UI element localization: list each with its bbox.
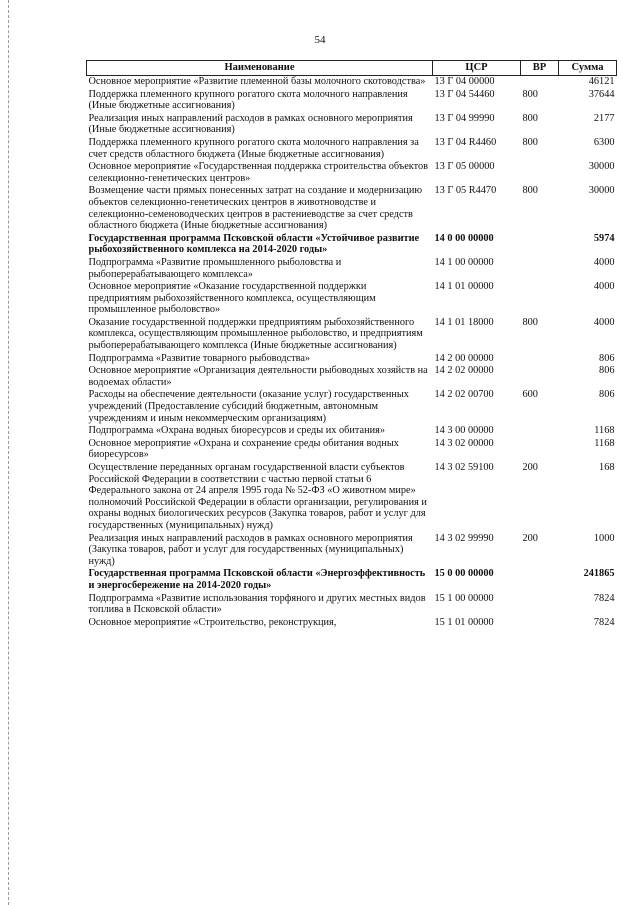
cell-csr: 14 2 00 00000 [434,352,494,364]
cell-vr [521,257,559,281]
cell-sum: 241865 [583,568,615,580]
cell-sum: 46121 [588,76,615,87]
cell-csr: 14 3 02 00000 [434,437,494,449]
header-vr: ВР [521,61,559,76]
cell-csr: 14 3 02 59100 [434,462,494,473]
cell-name: Поддержка племенного крупного рогатого скота молочного направления (Иные бюджетные ассигнования) [88,88,408,112]
table-row [87,533,617,569]
table-header-row [87,61,617,76]
cell-name: Подпрограмма «Охрана водных биоресурсов и среды их обитания» [88,425,385,437]
table-row [87,161,617,185]
cell-name: Поддержка племенного крупного рогатого скота молочного направления за счет средств областного бюджета (Иные бюджетные ассигнования) [88,136,419,160]
cell-sum: 4000 [593,316,615,328]
cell-vr [521,353,559,366]
cell-name: Основное мероприятие «Государственная поддержка строительства объектов селекционно-генетических центров» [88,161,429,184]
cell-sum: 7824 [593,616,615,628]
cell-name: Основное мероприятие «Охрана и сохранение среды обитания водных биоресурсов» [88,437,399,461]
cell-sum: 6300 [593,136,615,148]
table-row [87,113,617,137]
cell-csr: 14 1 00 00000 [434,256,494,268]
cell-sum: 7824 [593,592,615,604]
cell-name: Возмещение части прямых понесенных затрат на создание и модернизацию объектов селекционно-генетических центров в животноводстве и селекционно-семеноводческих центров в растениеводстве за счет средств областного бюджета (Иные бюджетные ассигнования) [88,185,423,232]
cell-vr [521,281,559,317]
cell-name: Расходы на обеспечение деятельности (оказание услуг) государственных учреждений (Предоставление субсидий бюджетным, автономным учреждениям и иным некоммерческим организациям) [88,389,409,424]
cell-sum: 30000 [588,161,615,173]
cell-name: Государственная программа Псковской области «Устойчивое развитие рыбохозяйственного комплекса на 2014-2020 годы» [88,232,420,256]
header-csr: ЦСР [433,61,521,76]
table-row [87,438,617,462]
cell-sum: 2177 [593,112,615,124]
table-row [87,425,617,438]
table-row [87,389,617,425]
cell-vr [521,365,559,389]
cell-vr [521,161,559,185]
table-row [87,185,617,232]
cell-csr: 14 3 02 99990 [434,532,494,544]
cell-vr: 600 [522,389,538,401]
cell-vr [521,568,559,592]
cell-vr [521,617,559,630]
table-row [87,89,617,113]
cell-name: Основное мероприятие «Оказание государственной поддержки предприятиям рыбохозяйственного комплекса, осуществляющим промышленное рыболовство» [88,281,376,316]
cell-csr: 13 Г 04 R4460 [434,136,497,148]
cell-name: Основное мероприятие «Развитие племенной базы молочного скотоводства» [88,76,426,87]
cell-name: Подпрограмма «Развитие промышленного рыболовства и рыбоперерабатывающего комплекса» [88,256,342,280]
cell-vr [521,438,559,462]
cell-name: Подпрограмма «Развитие использования торфяного и других местных видов топлива в Псковской области» [88,592,426,616]
cell-sum: 5974 [593,232,615,244]
table-body [87,76,617,630]
cell-vr: 800 [522,88,538,100]
cell-sum: 1168 [594,425,615,437]
cell-vr: 200 [522,462,538,473]
cell-vr: 800 [522,316,538,328]
cell-csr: 13 Г 04 00000 [434,76,495,87]
cell-vr: 800 [522,185,538,197]
table-row [87,281,617,317]
cell-sum: 1000 [593,532,615,544]
cell-sum: 4000 [593,256,615,268]
cell-csr: 13 Г 05 00000 [434,161,495,173]
cell-sum: 37644 [588,88,615,100]
budget-table [86,60,617,629]
cell-name: Реализация иных направлений расходов в рамках основного мероприятия (Иные бюджетные ассигнования) [88,112,413,136]
cell-vr: 800 [522,136,538,148]
cell-csr: 13 Г 04 54460 [434,88,495,100]
cell-csr: 15 1 00 00000 [434,592,494,604]
cell-vr [521,233,559,257]
cell-name: Осуществление переданных органам государственной власти субъектов Российской Федерации в соответствии с частью первой статьи 6 Федерального закона от 24 апреля 1995 года № 52-ФЗ «О животном мире» полномочий Российской Федерации в области организации, регулирования и охраны водных биологических ресурсов (Закупка товаров, работ и услуг для государственных (муниципальных) нужд) [88,462,427,531]
table-row [87,365,617,389]
table-row [87,137,617,161]
table-row [87,593,617,617]
cell-csr: 14 1 01 00000 [434,281,494,293]
cell-name: Государственная программа Псковской области «Энергоэффективность и энергосбережение на 2014-2020 годы» [88,568,426,591]
table-row [87,257,617,281]
cell-sum: 1168 [594,437,615,449]
cell-csr: 14 0 00 00000 [434,232,494,244]
table-row [87,462,617,533]
cell-name: Подпрограмма «Развитие товарного рыбоводства» [88,352,311,364]
table-row [87,617,617,630]
cell-vr [521,593,559,617]
cell-name: Основное мероприятие «Организация деятельности рыбоводных хозяйств на водоемах области» [88,365,428,388]
cell-vr [521,76,559,89]
cell-name: Реализация иных направлений расходов в рамках основного мероприятия (Закупка товаров, работ и услуг для государственных (муниципальных) нужд) [88,532,413,567]
page-number: 54 [314,34,326,46]
cell-sum: 30000 [588,185,615,197]
cell-vr: 800 [522,112,538,124]
cell-sum: 4000 [593,281,615,293]
cell-sum: 806 [599,365,615,377]
cell-csr: 13 Г 05 R4470 [434,185,497,197]
cell-sum: 806 [599,352,615,364]
table-row [87,317,617,353]
cell-csr: 15 1 01 00000 [434,616,494,628]
cell-sum: 806 [599,389,615,401]
cell-csr: 14 3 00 00000 [434,425,494,437]
table-row [87,233,617,257]
table-row [87,353,617,366]
cell-name: Основное мероприятие «Строительство, реконструкция, [88,616,337,628]
cell-sum: 168 [599,462,615,473]
cell-csr: 13 Г 04 99990 [434,112,495,124]
scan-edge-line [8,0,10,905]
header-name: Наименование [87,61,433,76]
cell-vr: 200 [522,532,538,544]
cell-name: Оказание государственной поддержки предприятиям рыбохозяйственного комплекса, осуществляющим промышленное рыболовство, и предприятиям рыбоперерабатывающего комплекса (Иные бюджетные ассигнования) [88,316,423,352]
cell-csr: 14 1 01 18000 [434,316,494,328]
header-sum: Сумма [559,61,617,76]
cell-csr: 14 2 02 00700 [434,389,494,401]
cell-csr: 15 0 00 00000 [434,568,494,580]
table-row [87,568,617,592]
table-row [87,76,617,89]
cell-vr [521,425,559,438]
cell-csr: 14 2 02 00000 [434,365,494,377]
